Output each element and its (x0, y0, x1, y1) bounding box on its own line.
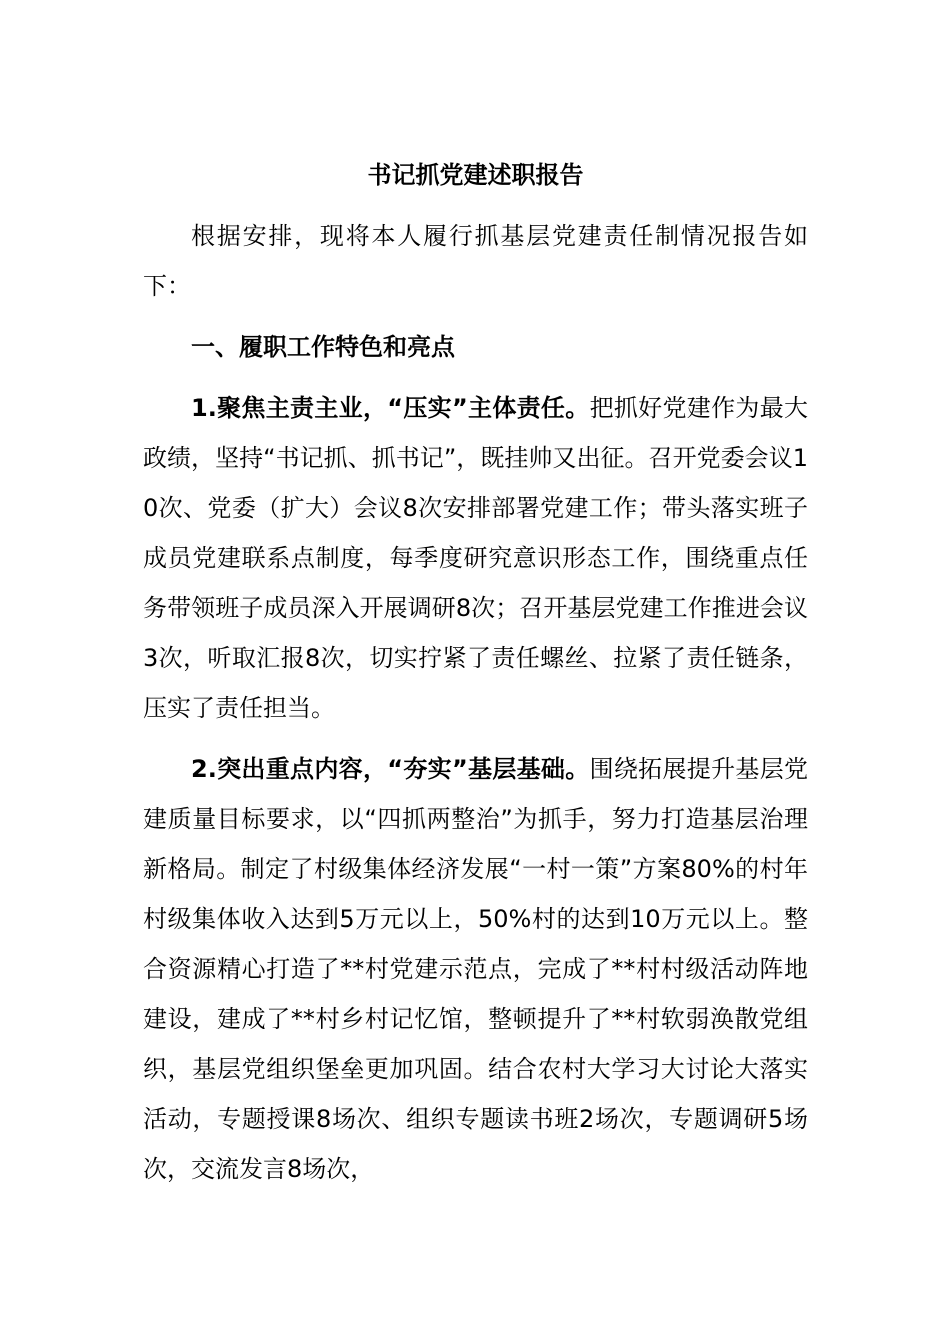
document-content (143, 150, 808, 1205)
item-body-2: 围绕拓展提升基层党建质量目标要求，以“四抓两整治”为抓手，努力打造基层治理新格局。制定了村级集体经济发展“一村一策”方案80%的村年村级集体收入达到5万元以上，50%村的达到10万元以上。整合资源精心打造了**村党建示范点，完成了**村村级活动阵地建设，建成了**村乡村记忆馆，整顿提升了**村软弱涣散党组织，基层党组织堡垒更加巩固。结合农村大学习大讨论大落实活动，专题授课8场次、组织专题读书班2场次，专题调研5场次，交流发言8场次， (143, 755, 809, 1183)
item-body-1: 把抓好党建作为最大政绩，坚持“书记抓、抓书记”，既挂帅又出征。召开党委会议10次、党委（扩大）会议8次安排部署党建工作；带头落实班子成员党建联系点制度，每季度研究意识形态工作，围绕重点任务带领班子成员深入开展调研8次；召开基层党建工作推进会议3次，听取汇报8次，切实拧紧了责任螺丝、拉紧了责任链条，压实了责任担当。 (143, 394, 809, 722)
item-lead-2: 2.突出重点内容，“夯实”基层基础。 (191, 755, 590, 783)
document-title: 书记抓党建述职报告 (367, 161, 584, 189)
item-lead-1: 1.聚焦主责主业，“压实”主体责任。 (191, 394, 590, 422)
section-heading: 一、履职工作特色和亮点 (191, 333, 455, 361)
item-paragraph-2 (143, 744, 808, 1194)
intro-paragraph: 根据安排，现将本人履行抓基层党建责任制情况报告如下： (143, 222, 808, 300)
item-paragraph-1 (143, 383, 808, 733)
